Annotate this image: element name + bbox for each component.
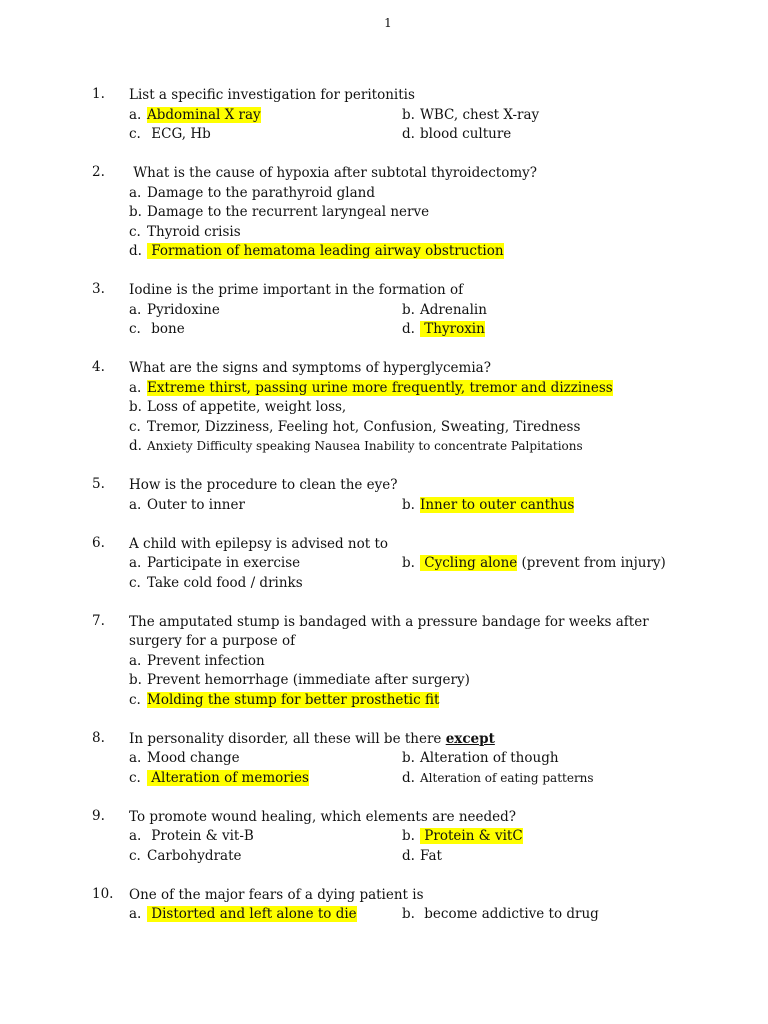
question-6 xyxy=(0,535,768,594)
answer-option xyxy=(129,827,254,847)
answer-option xyxy=(129,769,309,789)
question-stem: A child with epilepsy is advised not to xyxy=(129,535,389,552)
option-letter: d. xyxy=(129,438,142,454)
option-row xyxy=(0,379,768,399)
option-letter: b. xyxy=(402,106,415,123)
option-text: Protein & vit-B xyxy=(147,828,254,844)
option-letter: a. xyxy=(129,906,142,922)
option-text: Anxiety Difficulty speaking Nausea Inability to concentrate Palpitations xyxy=(147,439,583,453)
option-letter: b. xyxy=(402,555,415,571)
option-letter: b. xyxy=(402,301,415,318)
question-list xyxy=(0,86,768,944)
answer-option xyxy=(129,398,346,418)
question-1 xyxy=(0,86,768,145)
answer-option xyxy=(129,437,583,457)
option-letter: c. xyxy=(129,126,141,142)
option-row xyxy=(0,827,768,847)
option-text: Fat xyxy=(420,847,442,864)
option-letter: b. xyxy=(129,204,142,220)
option-text: Take cold food / drinks xyxy=(147,574,303,591)
highlighted-answer: Abdominal X ray xyxy=(147,106,261,123)
answer-option xyxy=(129,301,220,321)
option-letter: a. xyxy=(129,652,142,669)
answer-option xyxy=(129,379,613,399)
option-letter: d. xyxy=(402,847,415,864)
question-stem: Iodine is the prime important in the formation of xyxy=(129,282,464,298)
question-text xyxy=(129,613,653,652)
question-7 xyxy=(0,613,768,711)
option-letter: c. xyxy=(129,223,141,240)
option-letter: c. xyxy=(129,769,141,786)
highlighted-answer: Formation of hematoma leading airway obstruction xyxy=(147,243,504,259)
question-10 xyxy=(0,886,768,925)
question-text xyxy=(129,86,649,106)
question-3 xyxy=(0,281,768,340)
option-letter: c. xyxy=(129,847,141,864)
answer-option xyxy=(129,691,439,711)
option-text: Tremor, Dizziness, Feeling hot, Confusion, Sweating, Tiredness xyxy=(147,418,581,435)
highlighted-answer: Protein & vitC xyxy=(420,828,523,844)
option-row xyxy=(0,671,768,691)
question-text xyxy=(129,359,649,379)
answer-option xyxy=(129,106,261,126)
answer-option xyxy=(129,223,241,243)
option-letter: a. xyxy=(129,555,142,571)
option-row xyxy=(0,652,768,672)
highlighted-answer: Molding the stump for better prosthetic fit xyxy=(147,691,440,708)
option-row xyxy=(0,223,768,243)
question-number: 8. xyxy=(92,729,105,746)
answer-option xyxy=(129,671,470,691)
answer-option xyxy=(129,320,185,340)
question-number: 6. xyxy=(92,534,105,551)
option-letter: c. xyxy=(129,574,141,591)
question-stem: To promote wound healing, which elements are needed? xyxy=(129,808,517,825)
question-number: 7. xyxy=(92,612,105,629)
option-text: Participate in exercise xyxy=(147,555,301,571)
option-letter: d. xyxy=(402,126,415,142)
question-stem: The amputated stump is bandaged with a pressure bandage for weeks after surgery for a purpose of xyxy=(129,613,653,649)
answer-option xyxy=(129,184,375,204)
option-row xyxy=(0,554,768,574)
option-letter: a. xyxy=(129,184,142,201)
question-4 xyxy=(0,359,768,457)
option-letter: b. xyxy=(129,672,142,688)
option-row xyxy=(0,905,768,925)
question-stem: One of the major fears of a dying patient is xyxy=(129,886,424,903)
option-letter: c. xyxy=(129,321,141,337)
answer-option xyxy=(129,418,580,438)
option-row xyxy=(0,203,768,223)
option-letter: b. xyxy=(402,750,415,766)
question-number: 4. xyxy=(92,359,105,375)
question-stem: In personality disorder, all these will be there xyxy=(129,730,446,747)
answer-option xyxy=(129,847,241,867)
question-9 xyxy=(0,808,768,867)
highlighted-answer: Thyroxin xyxy=(420,321,485,337)
highlighted-answer: Extreme thirst, passing urine more frequently, tremor and dizziness xyxy=(147,379,613,396)
option-text: Outer to inner xyxy=(147,496,245,513)
option-row xyxy=(0,242,768,262)
answer-option xyxy=(402,749,559,769)
option-text: Damage to the parathyroid gland xyxy=(147,184,376,201)
option-text: WBC, chest X-ray xyxy=(420,106,540,123)
highlighted-answer: Alteration of memories xyxy=(147,769,309,786)
option-text: become addictive to drug xyxy=(420,906,599,922)
option-letter: d. xyxy=(402,321,415,337)
option-text: Pyridoxine xyxy=(147,301,220,318)
option-row xyxy=(0,691,768,711)
option-text: Loss of appetite, weight loss, xyxy=(147,399,347,415)
highlighted-answer: Distorted and left alone to die xyxy=(147,906,357,922)
option-row xyxy=(0,749,768,769)
option-text: Prevent infection xyxy=(147,652,265,669)
answer-option xyxy=(129,242,504,262)
option-row xyxy=(0,847,768,867)
option-row xyxy=(0,496,768,516)
option-letter: c. xyxy=(129,418,141,435)
option-letter: a. xyxy=(129,828,142,844)
answer-option xyxy=(129,496,245,516)
question-number: 9. xyxy=(92,807,105,824)
option-text: Prevent hemorrhage (immediate after surgery) xyxy=(147,672,470,688)
option-letter: b. xyxy=(402,496,415,513)
question-text xyxy=(129,730,649,750)
question-2 xyxy=(0,164,768,262)
option-text: Alteration of though xyxy=(420,750,559,766)
answer-option xyxy=(402,847,442,867)
answer-option xyxy=(402,905,599,925)
answer-option xyxy=(129,905,357,925)
question-number: 5. xyxy=(92,476,105,492)
option-row xyxy=(0,301,768,321)
option-text: bone xyxy=(147,321,185,337)
option-row xyxy=(0,437,768,457)
question-text xyxy=(129,535,649,555)
option-text: Alteration of eating patterns xyxy=(420,770,594,785)
option-row xyxy=(0,125,768,145)
question-8 xyxy=(0,730,768,789)
option-row xyxy=(0,574,768,594)
question-text xyxy=(129,808,649,828)
option-letter: d. xyxy=(129,243,142,259)
highlighted-answer: Inner to outer canthus xyxy=(420,496,575,513)
question-stem: What are the signs and symptoms of hyperglycemia? xyxy=(129,360,491,376)
option-row xyxy=(0,106,768,126)
option-letter: a. xyxy=(129,496,142,513)
question-emphasis: except xyxy=(445,730,495,747)
answer-option xyxy=(402,827,523,847)
question-text xyxy=(129,164,649,184)
option-letter: d. xyxy=(402,769,415,786)
question-text xyxy=(129,281,649,301)
question-stem: List a specific investigation for peritonitis xyxy=(129,87,415,103)
option-letter: b. xyxy=(129,399,142,415)
question-text xyxy=(129,886,649,906)
question-text xyxy=(129,476,649,496)
answer-option xyxy=(402,106,539,126)
option-text: Mood change xyxy=(147,750,240,766)
option-row xyxy=(0,418,768,438)
option-letter: a. xyxy=(129,301,142,318)
answer-option xyxy=(129,125,211,145)
answer-option xyxy=(129,554,300,574)
option-letter: a. xyxy=(129,379,142,396)
question-stem: What is the cause of hypoxia after subtotal thyroidectomy? xyxy=(129,165,538,181)
answer-option xyxy=(402,554,666,574)
answer-option xyxy=(129,749,240,769)
option-text: Adrenalin xyxy=(420,301,487,318)
question-5 xyxy=(0,476,768,515)
question-number: 2. xyxy=(92,164,105,180)
question-number: 3. xyxy=(92,281,105,297)
question-number: 1. xyxy=(92,86,105,102)
option-text: Carbohydrate xyxy=(147,847,242,864)
option-letter: b. xyxy=(402,828,415,844)
answer-option xyxy=(402,320,485,340)
option-text: Damage to the recurrent laryngeal nerve xyxy=(147,204,430,220)
option-text: blood culture xyxy=(420,126,512,142)
option-letter: a. xyxy=(129,750,142,766)
answer-option xyxy=(129,203,429,223)
answer-option xyxy=(129,652,265,672)
option-row xyxy=(0,320,768,340)
highlighted-answer: Cycling alone xyxy=(420,555,518,571)
option-row xyxy=(0,398,768,418)
option-text: ECG, Hb xyxy=(147,126,211,142)
question-stem: How is the procedure to clean the eye? xyxy=(129,477,398,493)
question-number: 10. xyxy=(92,885,114,902)
answer-option xyxy=(402,301,487,321)
answer-option xyxy=(402,769,594,789)
option-letter: a. xyxy=(129,106,142,123)
option-text: Thyroid crisis xyxy=(147,223,241,240)
option-letter: b. xyxy=(402,906,415,922)
answer-option xyxy=(129,574,303,594)
answer-option xyxy=(402,496,574,516)
option-row xyxy=(0,184,768,204)
option-row xyxy=(0,769,768,789)
option-letter: c. xyxy=(129,691,141,708)
answer-option xyxy=(402,125,511,145)
page-number: 1 xyxy=(384,16,392,30)
option-note: (prevent from injury) xyxy=(517,555,666,571)
